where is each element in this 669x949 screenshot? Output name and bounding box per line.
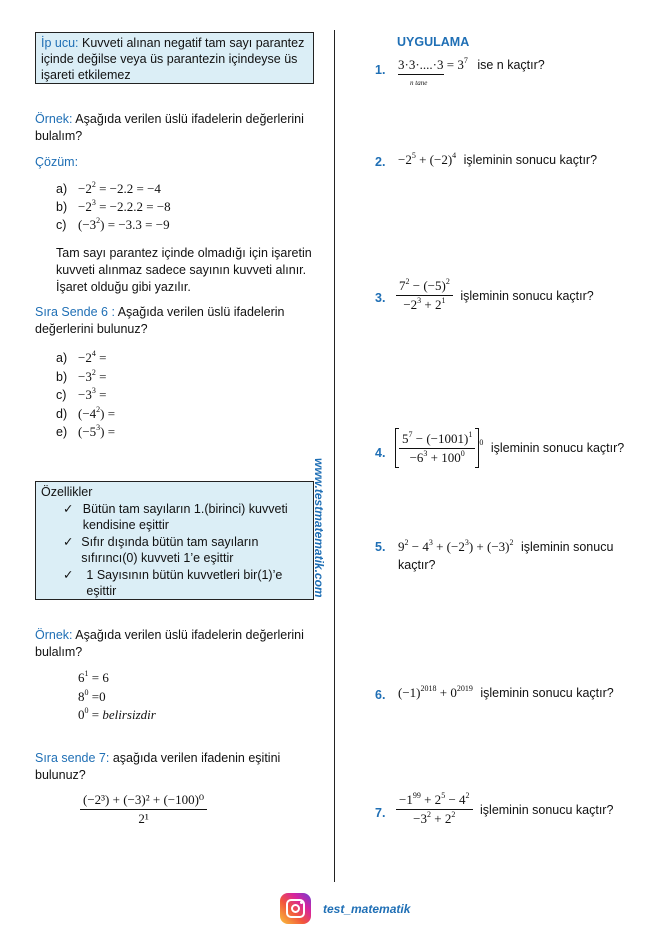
question-5: $9^2 - 4^3 + (-2^3) + (-3)^2$ işleminin sonucu kaçtır? bbox=[398, 538, 614, 572]
sira6-item: e) $(-5^3)$ = bbox=[56, 423, 116, 439]
uygulama-heading: UYGULAMA bbox=[397, 35, 470, 49]
question-number: 5. bbox=[375, 540, 386, 554]
note-text: Tam sayı parantez içinde olmadığı için işaretin kuvveti alınmaz sadece sayının kuvveti alınır. İşaret olduğu gibi yazılır. bbox=[56, 246, 312, 294]
example2-label: Örnek: bbox=[35, 628, 73, 642]
sira6-item: $a) -2^4$ = bbox=[56, 349, 107, 365]
question-4: $\frac{5^7 - (-1001)^1}{-6^3 + 100^0}$ $^0$ işleminin sonucu kaçtır? bbox=[395, 428, 624, 468]
example2-item: $6^1 = 6$ bbox=[78, 669, 109, 685]
sira6-text: Aşağıda verilen üslü ifadelerin değerlerini bulunuz? bbox=[35, 305, 285, 336]
example1-text: Aşağıda verilen üslü ifadelerin değerlerini bulalım? bbox=[35, 112, 304, 143]
sira7-text: aşağıda verilen ifadenin eşitini bulunuz? bbox=[35, 751, 281, 782]
column-divider bbox=[334, 30, 335, 882]
question-2: $-2^5 + (-2)^4$ işleminin sonucu kaçtır? bbox=[398, 151, 598, 167]
example2 bbox=[35, 627, 320, 661]
q1-underbrace-label: n tane bbox=[410, 79, 428, 87]
watermark-url: www.testmatematik.com bbox=[312, 458, 326, 598]
sira6-item: $b) -3^2$ = bbox=[56, 367, 107, 384]
sira6 bbox=[35, 304, 320, 338]
sira7-label: Sıra sende 7: bbox=[35, 751, 110, 765]
example1-label: Örnek: bbox=[35, 112, 73, 126]
example2-item: $8^0 =0$ bbox=[78, 687, 106, 704]
question-6: $(-1)^{2018} + 0^{2019}$ işleminin sonucu kaçtır? bbox=[398, 684, 614, 700]
property-item: ✓ Bütün tam sayıların 1.(birinci) kuvveti kendisine eşittir bbox=[63, 501, 288, 532]
property-item: ✓ Sıfır dışında bütün tam sayıların sıfırıncı(0) kuvveti 1’e eşittir bbox=[63, 534, 259, 565]
question-number: 4. bbox=[375, 446, 386, 460]
example2-text: Aşağıda verilen üslü ifadelerin değerlerini bulalım? bbox=[35, 628, 304, 659]
question-number: 3. bbox=[375, 291, 386, 305]
properties-title: Özellikler bbox=[41, 485, 93, 499]
checkmark-icon: ✓ bbox=[63, 567, 74, 582]
checkmark-icon: ✓ bbox=[63, 534, 74, 549]
example2-item: $0^0$ = belirsizdir bbox=[78, 706, 156, 722]
question-number: 2. bbox=[375, 155, 386, 169]
instagram-handle[interactable]: test_matematik bbox=[323, 901, 411, 916]
question-number: 7. bbox=[375, 806, 386, 820]
sira6-item: $c) -3^3$ = bbox=[56, 386, 107, 402]
example1 bbox=[35, 111, 320, 145]
property-item: ✓ 1 Sayısının bütün kuvvetleri bir(1)’e eşittir bbox=[63, 567, 283, 598]
sira7 bbox=[35, 750, 320, 784]
tip-text: Kuvveti alınan negatif tam sayı parantez içinde değilse veya üs parantezin içindeyse üs işareti etkilemez bbox=[41, 36, 305, 82]
tip-label: İp ucu: bbox=[41, 36, 79, 50]
question-7: $\frac{-1^{99} + 2^5 - 4^2}{-3^2 + 2^2}$ işleminin sonucu kaçtır? bbox=[396, 792, 613, 827]
footer bbox=[280, 893, 410, 924]
solution-list bbox=[56, 180, 171, 234]
question-3: $\frac{7^2 - (-5)^2}{-2^3 + 2^1}$ işleminin sonucu kaçtır? bbox=[396, 278, 594, 313]
sira6-item: d) $(-4^2)$ = bbox=[56, 404, 116, 421]
instagram-icon[interactable] bbox=[280, 893, 311, 924]
solution-label: Çözüm: bbox=[35, 155, 79, 169]
question-number: 6. bbox=[375, 688, 386, 702]
solution-item: c) $(-3^2) = -3.3 = -9$ bbox=[56, 216, 170, 232]
checkmark-icon: ✓ bbox=[63, 501, 74, 516]
solution-item: $a) -2^2 = -2.2 = -4$ bbox=[56, 180, 161, 196]
question-1: $3\cdot 3\cdot....\cdot 3 = 3^7$ n tane ise n kaçtır? bbox=[398, 56, 545, 87]
question-number: 1. bbox=[375, 63, 386, 77]
sira7-fraction: $\frac{\text{(−2³) + (−3)² + (−100)⁰}}{\text{2¹}}$ bbox=[80, 792, 207, 827]
properties-box bbox=[35, 481, 314, 600]
sira6-label: Sıra Sende 6 : bbox=[35, 305, 115, 319]
tip-box bbox=[35, 32, 314, 84]
example2-list bbox=[78, 669, 156, 725]
sira6-list bbox=[56, 349, 115, 442]
solution-item: $b) -2^3 = -2.2.2 = -8$ bbox=[56, 198, 171, 214]
